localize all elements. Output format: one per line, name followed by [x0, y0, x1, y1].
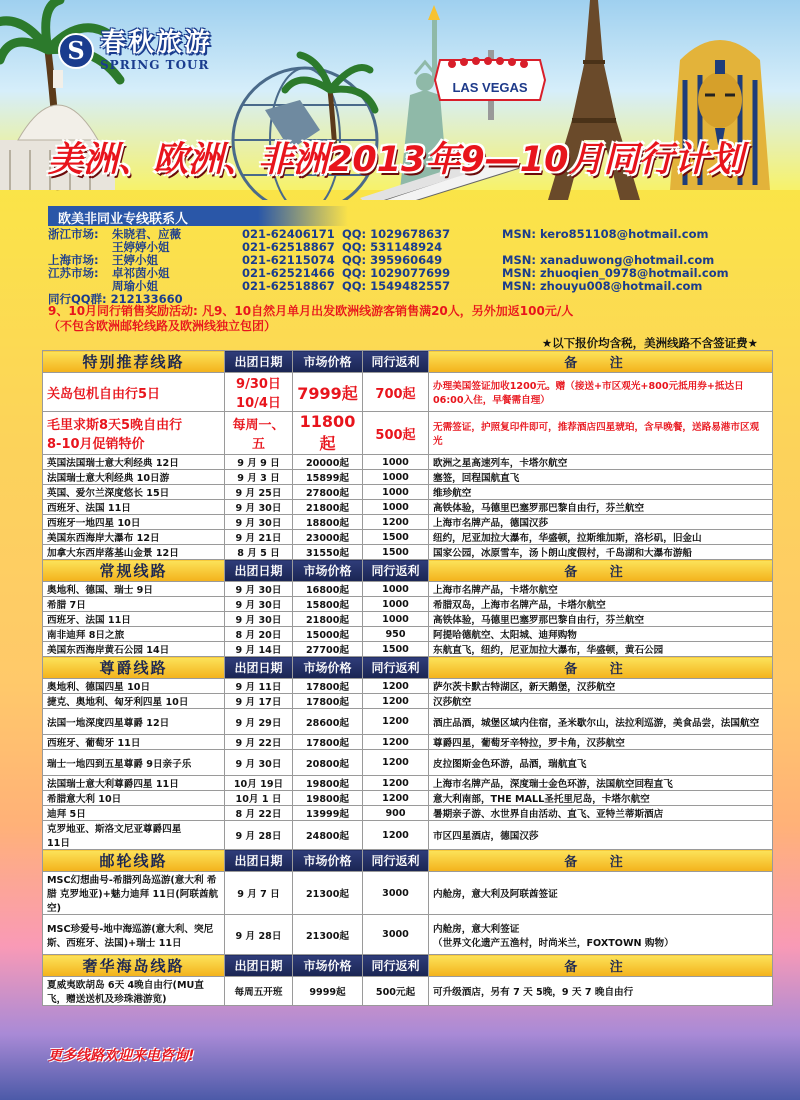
table-row [43, 694, 773, 709]
contact-name: 王婷婷小姐 [112, 240, 170, 254]
market-price: 23000起 [293, 530, 363, 545]
header-rebate: 同行返利 [363, 850, 429, 872]
route-name: 迪拜 5日 [43, 806, 225, 821]
departure-date: 9 月 7 日 [225, 872, 293, 915]
header-price: 市场价格 [293, 850, 363, 872]
market-price: 28600起 [293, 709, 363, 735]
departure-date: 9 月 28日 [225, 821, 293, 850]
contact-phone: 021-62518867 [242, 240, 335, 254]
header-price: 市场价格 [293, 351, 363, 373]
agent-rebate: 500元起 [363, 977, 429, 1006]
section-title: 特别推荐线路 [43, 351, 225, 373]
route-name: 法国一地深度四星尊爵 12日 [43, 709, 225, 735]
contact-section-title: 欧美非同业专线联系人 [48, 206, 348, 226]
market-price: 15000起 [293, 627, 363, 642]
departure-date: 每周一、五 [225, 412, 293, 455]
table-row [43, 373, 773, 412]
route-remark: 暑期亲子游、水世界自由活动、直飞、亚特兰蒂斯酒店 [429, 806, 773, 821]
market-price: 17800起 [293, 679, 363, 694]
agent-rebate: 1000 [363, 500, 429, 515]
table-row [43, 597, 773, 612]
market-price: 11800起 [293, 412, 363, 455]
las-vegas-sign [435, 50, 545, 120]
table-row [43, 515, 773, 530]
route-remark: 办理美国签证加收1200元。赠（接送+市区观光+800元抵用券+抵达日06:00入住，早餐需自理） [429, 373, 773, 412]
agent-rebate: 1000 [363, 470, 429, 485]
route-remark: 希腊双岛，上海市名牌产品，卡塔尔航空 [429, 597, 773, 612]
table-row [43, 412, 773, 455]
table-row [43, 776, 773, 791]
table-row [43, 806, 773, 821]
table-row [43, 709, 773, 735]
departure-date: 9 月 3 日 [225, 470, 293, 485]
route-remark: 上海市名牌产品，德国汉莎 [429, 515, 773, 530]
contact-qq: QQ: 1029678637 [342, 227, 451, 241]
table-row [43, 545, 773, 560]
market-price: 21300起 [293, 915, 363, 955]
route-remark: 欧洲之星高速列车，卡塔尔航空 [429, 455, 773, 470]
agent-rebate: 1200 [363, 750, 429, 776]
market-price: 19800起 [293, 791, 363, 806]
page-title: 美洲、欧洲、非洲2013年9—10月同行计划 [48, 140, 744, 180]
header-date: 出团日期 [225, 560, 293, 582]
market-price: 20800起 [293, 750, 363, 776]
route-name: 南非迪拜 8日之旅 [43, 627, 225, 642]
route-name: 英国、爱尔兰深度悠长 15日 [43, 485, 225, 500]
header-price: 市场价格 [293, 955, 363, 977]
table-row [43, 530, 773, 545]
agent-rebate: 1500 [363, 545, 429, 560]
contact-name: 周瑜小姐 [112, 279, 158, 293]
table-row [43, 485, 773, 500]
contact-qq: QQ: 1549482557 [342, 279, 451, 293]
agent-rebate: 1500 [363, 530, 429, 545]
market-price: 31550起 [293, 545, 363, 560]
market-price: 16800起 [293, 582, 363, 597]
route-remark: 内舱房，意大利及阿联酋签证 [429, 872, 773, 915]
section-title: 邮轮线路 [43, 850, 225, 872]
header-rebate: 同行返利 [363, 955, 429, 977]
departure-date: 9 月 22日 [225, 735, 293, 750]
route-name: 西班牙、法国 11日 [43, 612, 225, 627]
market-price: 20000起 [293, 455, 363, 470]
route-name: 关岛包机自由行5日 [43, 373, 225, 412]
departure-date: 9 月 30日 [225, 582, 293, 597]
agent-rebate: 3000 [363, 872, 429, 915]
promo-line-1: 9、10月同行销售奖励活动: 凡9、10自然月单月出发欧洲线游客销售满20人，另外加返100元/人 [48, 304, 574, 318]
contact-msn: MSN: zhouyu008@hotmail.com [502, 279, 703, 293]
agent-rebate: 1500 [363, 642, 429, 657]
header-price: 市场价格 [293, 560, 363, 582]
route-price-table [42, 350, 773, 1006]
route-name: 英国法国瑞士意大利经典 12日 [43, 455, 225, 470]
market-price: 21300起 [293, 872, 363, 915]
header-remarks: 备 注 [429, 657, 773, 679]
departure-date: 9 月 30日 [225, 500, 293, 515]
header-date: 出团日期 [225, 955, 293, 977]
departure-date: 9/30日 10/4日 [225, 373, 293, 412]
market-price: 7999起 [293, 373, 363, 412]
route-remark: 上海市名牌产品，卡塔尔航空 [429, 582, 773, 597]
route-name: 希腊 7日 [43, 597, 225, 612]
contact-qq: QQ: 531148924 [342, 240, 443, 254]
table-row [43, 455, 773, 470]
agent-rebate: 1200 [363, 709, 429, 735]
route-remark: 维珍航空 [429, 485, 773, 500]
departure-date: 9 月 11日 [225, 679, 293, 694]
market-price: 17800起 [293, 735, 363, 750]
agent-rebate: 1000 [363, 597, 429, 612]
header-rebate: 同行返利 [363, 657, 429, 679]
route-name: 西班牙、葡萄牙 11日 [43, 735, 225, 750]
table-row [43, 791, 773, 806]
route-remark: 国家公园，冰原雪车，汤卜朗山度假村，千岛湖和大瀑布游船 [429, 545, 773, 560]
route-remark: 内舱房，意大利签证 （世界文化遗产五渔村，时尚米兰，FOXTOWN 购物） [429, 915, 773, 955]
departure-date: 每周五开班 [225, 977, 293, 1006]
footer-slogan: 更多线路欢迎来电咨询! [48, 1048, 195, 1064]
market-price: 17800起 [293, 694, 363, 709]
table-row [43, 872, 773, 915]
market-price: 15899起 [293, 470, 363, 485]
departure-date: 9 月 9 日 [225, 455, 293, 470]
route-name: 加拿大东西岸落基山金景 12日 [43, 545, 225, 560]
brand-logo [58, 30, 212, 71]
section-header-row [43, 955, 773, 977]
header-date: 出团日期 [225, 657, 293, 679]
route-remark: 塞签，回程国航直飞 [429, 470, 773, 485]
table-row [43, 735, 773, 750]
agent-rebate: 950 [363, 627, 429, 642]
departure-date: 9 月 25日 [225, 485, 293, 500]
agent-rebate: 700起 [363, 373, 429, 412]
contact-phone: 021-62518867 [242, 279, 335, 293]
header-price: 市场价格 [293, 657, 363, 679]
contact-qq: QQ: 1029077699 [342, 266, 451, 280]
contact-city: 上海市场: [48, 253, 99, 267]
table-row [43, 642, 773, 657]
section-title: 常规线路 [43, 560, 225, 582]
market-price: 27800起 [293, 485, 363, 500]
contact-city: 江苏市场: [48, 266, 99, 280]
promo-banner [48, 304, 768, 334]
qq-group: 同行QQ群: 212133660 [48, 292, 183, 306]
route-name: 奥地利、德国四星 10日 [43, 679, 225, 694]
agent-rebate: 1200 [363, 515, 429, 530]
agent-rebate: 500起 [363, 412, 429, 455]
route-remark: 上海市名牌产品，深度瑞士金色环游，法国航空回程直飞 [429, 776, 773, 791]
logo-mark-icon: S [58, 33, 94, 69]
market-price: 27700起 [293, 642, 363, 657]
route-remark: 阿提哈德航空、太阳城、迪拜购物 [429, 627, 773, 642]
departure-date: 9 月 30日 [225, 515, 293, 530]
route-remark: 高铁体验，马德里巴塞罗那巴黎自由行，芬兰航空 [429, 612, 773, 627]
header-remarks: 备 注 [429, 351, 773, 373]
agent-rebate: 1000 [363, 582, 429, 597]
contact-name: 朱晓君、应薇 [112, 227, 181, 241]
price-note: ★以下报价均含税，美洲线路不含签证费★ [541, 336, 758, 350]
route-name: 捷克、奥地利、匈牙利四星 10日 [43, 694, 225, 709]
route-remark: 酒庄品酒，城堡区域内住宿，圣米歇尔山，法拉利巡游，美食品尝，法国航空 [429, 709, 773, 735]
route-name: 奥地利、德国、瑞士 9日 [43, 582, 225, 597]
route-name: 夏威夷欧胡岛 6天 4晚自由行(MU直飞，赠送送机及珍珠港游览) [43, 977, 225, 1006]
section-header-row [43, 657, 773, 679]
route-name: 克罗地亚、斯洛文尼亚尊爵四星 11日 [43, 821, 225, 850]
header-remarks: 备 注 [429, 560, 773, 582]
agent-rebate: 3000 [363, 915, 429, 955]
route-remark: 可升级酒店，另有 7 天 5晚，9 天 7 晚自由行 [429, 977, 773, 1006]
route-remark: 尊爵四星，葡萄牙辛特拉，罗卡角，汉莎航空 [429, 735, 773, 750]
route-name: 法国瑞士意大利尊爵四星 11日 [43, 776, 225, 791]
section-title: 奢华海岛线路 [43, 955, 225, 977]
route-remark: 萨尔茨卡默古特湖区，新天鹅堡，汉莎航空 [429, 679, 773, 694]
contact-qq: QQ: 395960649 [342, 253, 443, 267]
route-remark: 皮拉图斯金色环游，品酒，瑞航直飞 [429, 750, 773, 776]
route-name: 毛里求斯8天5晚自由行 8-10月促销特价 [43, 412, 225, 455]
promo-line-2: （不包含欧洲邮轮线路及欧洲线独立包团） [48, 319, 277, 333]
route-remark: 汉莎航空 [429, 694, 773, 709]
contact-msn: MSN: zhuoqien_0978@hotmail.com [502, 266, 729, 280]
section-header-row [43, 850, 773, 872]
departure-date: 10月 19日 [225, 776, 293, 791]
table-row [43, 915, 773, 955]
table-row [43, 500, 773, 515]
route-name: 法国瑞士意大利经典 10日游 [43, 470, 225, 485]
agent-rebate: 1200 [363, 694, 429, 709]
route-remark: 无需签证，护照复印件即可，推荐酒店四星琥珀，含早晚餐，送路易港市区观光 [429, 412, 773, 455]
table-row [43, 582, 773, 597]
header-date: 出团日期 [225, 850, 293, 872]
brand-name-cn: 春秋旅游 [100, 28, 213, 58]
route-remark: 意大利南部，THE MALL圣托里尼岛，卡塔尔航空 [429, 791, 773, 806]
table-row [43, 977, 773, 1006]
market-price: 18800起 [293, 515, 363, 530]
contact-name: 王婷小姐 [112, 253, 158, 267]
header-remarks: 备 注 [429, 955, 773, 977]
contact-list [48, 228, 748, 306]
header-date: 出团日期 [225, 351, 293, 373]
route-name: 美国东西海岸黄石公园 14日 [43, 642, 225, 657]
departure-date: 8 月 22日 [225, 806, 293, 821]
contact-phone: 021-62521466 [242, 266, 335, 280]
section-title: 尊爵线路 [43, 657, 225, 679]
agent-rebate: 1200 [363, 791, 429, 806]
route-remark: 高铁体验，马德里巴塞罗那巴黎自由行，芬兰航空 [429, 500, 773, 515]
contact-city: 浙江市场: [48, 227, 99, 241]
table-row [43, 470, 773, 485]
table-row [43, 612, 773, 627]
departure-date: 9 月 14日 [225, 642, 293, 657]
market-price: 21800起 [293, 612, 363, 627]
market-price: 24800起 [293, 821, 363, 850]
agent-rebate: 1200 [363, 821, 429, 850]
section-header-row [43, 351, 773, 373]
header-rebate: 同行返利 [363, 351, 429, 373]
header-rebate: 同行返利 [363, 560, 429, 582]
agent-rebate: 1200 [363, 679, 429, 694]
departure-date: 9 月 30日 [225, 597, 293, 612]
contact-phone: 021-62115074 [242, 253, 335, 267]
route-name: 美国东西海岸大瀑布 12日 [43, 530, 225, 545]
departure-date: 10月 1 日 [225, 791, 293, 806]
agent-rebate: 1000 [363, 455, 429, 470]
agent-rebate: 1000 [363, 612, 429, 627]
table-row [43, 750, 773, 776]
route-remark: 纽约，尼亚加拉大瀑布，华盛顿，拉斯维加斯，洛杉矶，旧金山 [429, 530, 773, 545]
table-row [43, 679, 773, 694]
agent-rebate: 1200 [363, 735, 429, 750]
route-name: MSC幻想曲号-希腊列岛巡游(意大利 希腊 克罗地亚)+魅力迪拜 11日(阿联酋航空) [43, 872, 225, 915]
market-price: 19800起 [293, 776, 363, 791]
departure-date: 9 月 21日 [225, 530, 293, 545]
contact-phone: 021-62406171 [242, 227, 335, 241]
market-price: 15800起 [293, 597, 363, 612]
agent-rebate: 1000 [363, 485, 429, 500]
route-name: 西班牙一地四星 10日 [43, 515, 225, 530]
market-price: 21800起 [293, 500, 363, 515]
departure-date: 9 月 29日 [225, 709, 293, 735]
table-row [43, 627, 773, 642]
route-name: 瑞士一地四到五星尊爵 9日亲子乐 [43, 750, 225, 776]
table-row [43, 821, 773, 850]
contact-msn: MSN: kero851108@hotmail.com [502, 227, 709, 241]
departure-date: 9 月 30日 [225, 750, 293, 776]
sign-label: LAS VEGAS [452, 80, 528, 95]
departure-date: 9 月 28日 [225, 915, 293, 955]
route-name: 希腊意大利 10日 [43, 791, 225, 806]
section-header-row [43, 560, 773, 582]
departure-date: 9 月 30日 [225, 612, 293, 627]
market-price: 9999起 [293, 977, 363, 1006]
departure-date: 9 月 17日 [225, 694, 293, 709]
agent-rebate: 900 [363, 806, 429, 821]
route-name: 西班牙、法国 11日 [43, 500, 225, 515]
departure-date: 8 月 20日 [225, 627, 293, 642]
agent-rebate: 1200 [363, 776, 429, 791]
brand-name-en: SPRING TOUR [100, 58, 210, 72]
route-remark: 东航直飞，纽约，尼亚加拉大瀑布，华盛顿，黄石公园 [429, 642, 773, 657]
header-remarks: 备 注 [429, 850, 773, 872]
route-remark: 市区四星酒店，德国汉莎 [429, 821, 773, 850]
route-name: MSC珍爱号-地中海巡游(意大利、突尼斯、西班牙、法国)+瑞士 11日 [43, 915, 225, 955]
contact-name: 卓祁茵小姐 [112, 266, 170, 280]
logo-text [100, 30, 212, 71]
departure-date: 8 月 5 日 [225, 545, 293, 560]
market-price: 13999起 [293, 806, 363, 821]
contact-msn: MSN: xanaduwong@hotmail.com [502, 253, 715, 267]
